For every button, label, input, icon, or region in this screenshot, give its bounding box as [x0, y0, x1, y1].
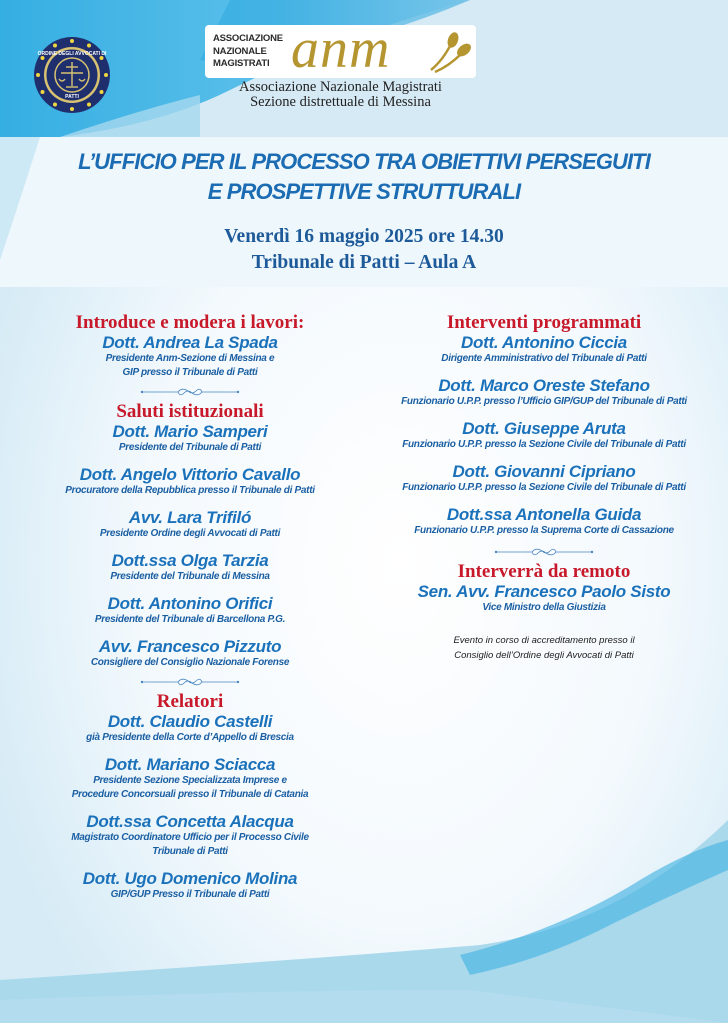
speaker-role: Presidente Sezione Specializzata Imprese e: [93, 775, 287, 786]
speaker-role: già Presidente della Corte d’Appello di Brescia: [86, 732, 294, 743]
speaker: [360, 419, 728, 452]
speaker-role: Funzionario U.P.P. presso la Suprema Corte di Cassazione: [414, 525, 674, 536]
speaker: [20, 465, 360, 498]
anm-logo: [205, 18, 476, 80]
speaker: [20, 508, 360, 541]
speaker-name: Dott. Claudio Castelli: [107, 712, 273, 731]
speaker-name: Sen. Avv. Francesco Paolo Sisto: [417, 582, 671, 601]
speaker-name: Dott. Marco Oreste Stefano: [438, 376, 650, 395]
speaker-name: Dott. Antonino Ciccia: [461, 333, 627, 352]
event-venue: Tribunale di Patti – Aula A: [251, 252, 477, 273]
accreditation-note-line: Consiglio dell’Ordine degli Avvocati di Patti: [454, 650, 634, 661]
speaker-role: GIP presso il Tribunale di Patti: [122, 367, 258, 378]
speaker: [20, 637, 360, 670]
speaker: [20, 712, 360, 745]
seal-ring-text: ORDINE DEGLI AVVOCATI DI: [37, 51, 107, 57]
speaker-role: Funzionario U.P.P. presso l’Ufficio GIP/GUP del Tribunale di Patti: [401, 396, 687, 407]
accreditation-note: [360, 633, 728, 663]
speaker-name: Dott.ssa Olga Tarzia: [111, 551, 269, 570]
speaker-role: Funzionario U.P.P. presso la Sezione Civile del Tribunale di Patti: [402, 439, 686, 450]
accreditation-note-line: Evento in corso di accreditamento presso il: [453, 635, 635, 646]
speaker-name: Avv. Lara Trifiló: [128, 508, 252, 527]
section-heading: Interventi programmati: [446, 312, 642, 333]
anm-subtitle-line: Associazione Nazionale Magistrati: [239, 79, 442, 95]
speaker-role: Funzionario U.P.P. presso la Sezione Civile del Tribunale di Patti: [402, 482, 686, 493]
speaker-role: Procedure Concorsuali presso il Tribunale di Catania: [71, 789, 309, 800]
speaker: [20, 755, 360, 802]
ornamental-divider-icon: [140, 386, 240, 398]
speaker-role: GIP/GUP Presso il Tribunale di Patti: [110, 889, 270, 900]
speaker-role: Presidente del Tribunale di Barcellona P.G.: [94, 614, 286, 625]
event-title-line: L’UFFICIO PER IL PROCESSO TRA OBIETTIVI PERSEGUITI: [78, 149, 650, 174]
speaker-name: Dott. Antonino Orifici: [107, 594, 273, 613]
speaker: [20, 594, 360, 627]
speaker: [20, 869, 360, 902]
event-details: [0, 224, 728, 276]
anm-subtitle: [205, 80, 476, 110]
speaker: [20, 551, 360, 584]
speaker-name: Dott. Giuseppe Aruta: [462, 419, 626, 438]
section-heading: Saluti istituzionali: [116, 401, 264, 422]
speaker: [20, 812, 360, 859]
section-heading: Introduce e modera i lavori:: [75, 312, 305, 333]
left-column: [20, 313, 360, 912]
speaker-name: Dott. Mariano Sciacca: [104, 755, 276, 774]
seal-bottom-text: PATTI: [65, 94, 79, 100]
anm-monogram: anm: [291, 18, 391, 80]
event-date: Venerdì 16 maggio 2025 ore 14.30: [224, 226, 504, 247]
speaker-name: Dott. Angelo Vittorio Cavallo: [79, 465, 301, 484]
event-title-line: E PROSPETTIVE STRUTTURALI: [207, 179, 521, 204]
speaker-role: Presidente Ordine degli Avvocati di Patti: [99, 528, 281, 539]
anm-logo-wordmark: [213, 33, 283, 71]
speaker: [20, 333, 360, 380]
speaker-role: Procuratore della Repubblica presso il Tribunale di Patti: [65, 485, 315, 496]
ordine-avvocati-seal-logo: [33, 36, 111, 114]
speaker: [360, 582, 728, 615]
speaker: [360, 333, 728, 366]
speaker: [360, 376, 728, 409]
speaker-role: Dirigente Amministrativo del Tribunale di Patti: [441, 353, 647, 364]
anm-subtitle-line: Sezione distrettuale di Messina: [250, 94, 431, 110]
speaker-role: Consigliere del Consiglio Nazionale Forense: [90, 657, 290, 668]
speaker-name: Dott.ssa Antonella Guida: [446, 505, 642, 524]
event-title: [0, 147, 728, 207]
speaker-role: Presidente del Tribunale di Messina: [110, 571, 270, 582]
anm-logo-line: NAZIONALE: [213, 45, 267, 57]
speaker-name: Dott. Ugo Domenico Molina: [82, 869, 298, 888]
anm-logo-line: MAGISTRATI: [213, 58, 270, 69]
speaker: [20, 422, 360, 455]
speaker-role: Magistrato Coordinatore Ufficio per il Processo Civile: [71, 832, 309, 843]
speaker-role: Presidente Anm-Sezione di Messina e: [105, 353, 275, 364]
speaker-role: Presidente del Tribunale di Patti: [118, 442, 262, 453]
wheat-icon: [429, 30, 471, 74]
section-heading: Interverrà da remoto: [457, 561, 631, 582]
anm-logo-line: ASSOCIAZIONE: [213, 33, 283, 44]
speaker-name: Dott.ssa Concetta Alacqua: [86, 812, 294, 831]
speaker-name: Dott. Giovanni Cipriano: [452, 462, 636, 481]
speaker-name: Dott. Mario Samperi: [112, 422, 268, 441]
speaker: [360, 462, 728, 495]
right-column: [360, 313, 728, 663]
speaker-name: Avv. Francesco Pizzuto: [98, 637, 282, 656]
speaker-role: Vice Ministro della Giustizia: [482, 602, 606, 613]
speaker-role: Tribunale di Patti: [152, 846, 228, 857]
speaker: [360, 505, 728, 538]
ornamental-divider-icon: [494, 546, 594, 558]
ornamental-divider-icon: [140, 676, 240, 688]
speaker-name: Dott. Andrea La Spada: [102, 333, 278, 352]
section-heading: Relatori: [156, 691, 224, 712]
